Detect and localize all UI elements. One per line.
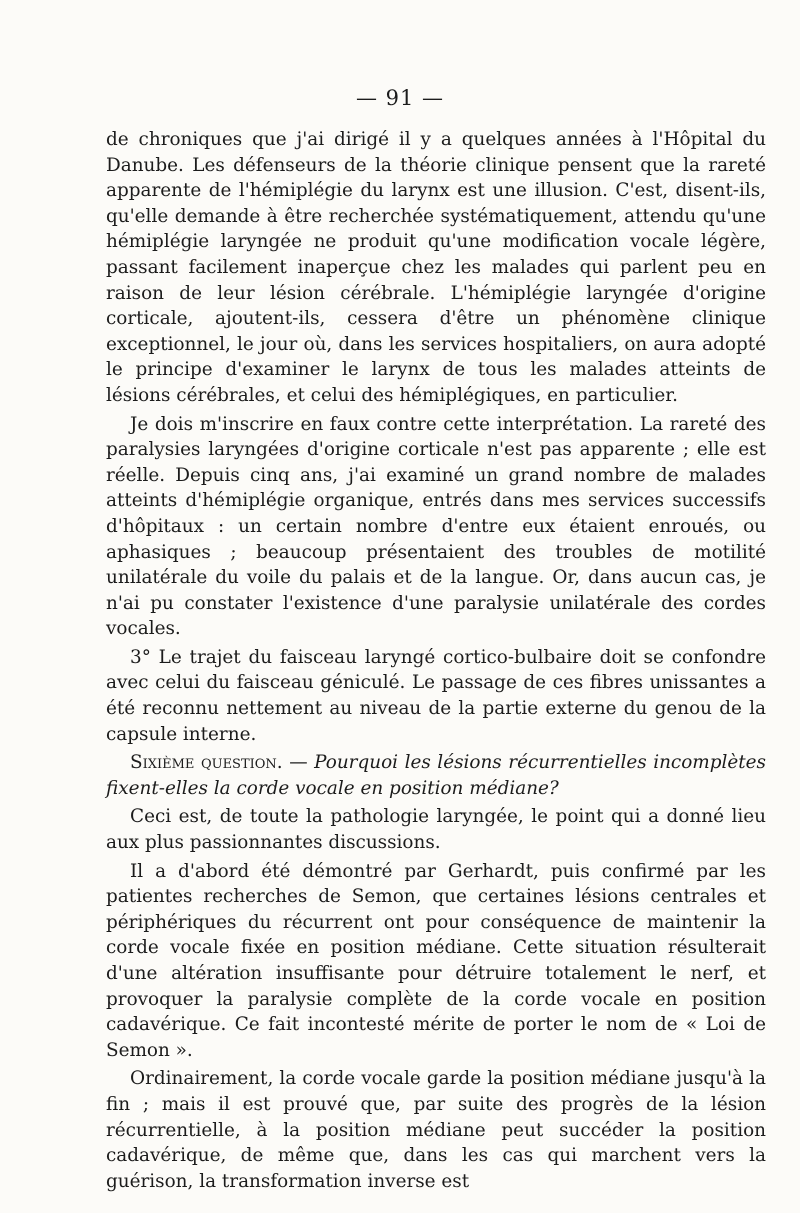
paragraph-rarity-rebuttal: Je dois m'inscrire en faux contre cette interprétation. La rareté des paralysies laryngées d'origine corticale n'est pas apparente ; elle est réelle. Depuis cinq ans, j'ai examiné un grand nombre de malades atteints d'hémiplégie organique, entrés dans mes services successifs d'hôpitaux : un certain nombre d'entre eux étaient enroués, ou aphasiques ; beaucoup présentaient des troubles de motilité unilatérale du voile du palais et de la langue. Or, dans aucun cas, je n'ai pu constater l'existence d'une paralysie unilatérale des cordes vocales.	[106, 413, 766, 640]
paragraph-semon-law: Il a d'abord été démontré par Gerhardt, puis confirmé par les patientes recherches de Semon, que certaines lésions centrales et périphériques du récurrent ont pour conséquence de maintenir la corde vocale fixée en position médiane. Cette situation résulterait d'une altération insuffisante pour détruire totalement le nerf, et provoquer la paralysie complète de la corde vocale en position cadavérique. Ce fait incontesté mérite de porter le nom de « Loi de Semon ».	[106, 860, 766, 1061]
paragraph-point-3: 3° Le trajet du faisceau laryngé cortico-bulbaire doit se confondre avec celui du faisceau géniculé. Le passage de ces fibres unissantes a été reconnu nettement au niveau de la partie externe du genou de la capsule interne.	[106, 646, 766, 745]
paragraph-median-position: Ordinairement, la corde vocale garde la position médiane jusqu'à la fin ; mais il est prouvé que, par suite des progrès de la lésion récurrentielle, à la position médiane peut succéder la position cadavérique, de même que, dans les cas qui marchent vers la guérison, la transformation inverse est	[106, 1068, 766, 1192]
page-number: — 91 —	[355, 86, 445, 110]
question-label: Sixième question.	[130, 752, 283, 774]
question-text: Pourquoi les lésions récurrentielles incomplètes fixent-elles la corde vocale en position médiane?	[106, 752, 766, 799]
paragraph-discussion: Ceci est, de toute la pathologie laryngée, le point qui a donné lieu aux plus passionnantes discussions.	[106, 806, 766, 854]
paragraph-continued: de chroniques que j'ai dirigé il y a quelques années à l'Hôpital du Danube. Les défenseurs de la théorie clinique pensent que la rareté apparente de l'hémiplégie du larynx est une illusion. C'est, disent-ils, qu'elle demande à être recherchée systématiquement, attendu qu'une hémiplégie laryngée ne produit qu'une modification vocale légère, passant facilement inaperçue chez les malades qui parlent peu en raison de leur lésion cérébrale. L'hémiplégie laryngée d'origine corticale, ajoutent-ils, cessera d'être un phénomène clinique exceptionnel, le jour où, dans les services hospitaliers, on aura adopté le principe d'examiner le larynx de tous les malades atteints de lésions cérébrales, et celui des hémiplégiques, en particulier.	[106, 129, 766, 406]
question-dash: —	[282, 752, 315, 774]
body-text	[106, 127, 766, 1194]
paragraph-sixth-question	[106, 750, 766, 801]
